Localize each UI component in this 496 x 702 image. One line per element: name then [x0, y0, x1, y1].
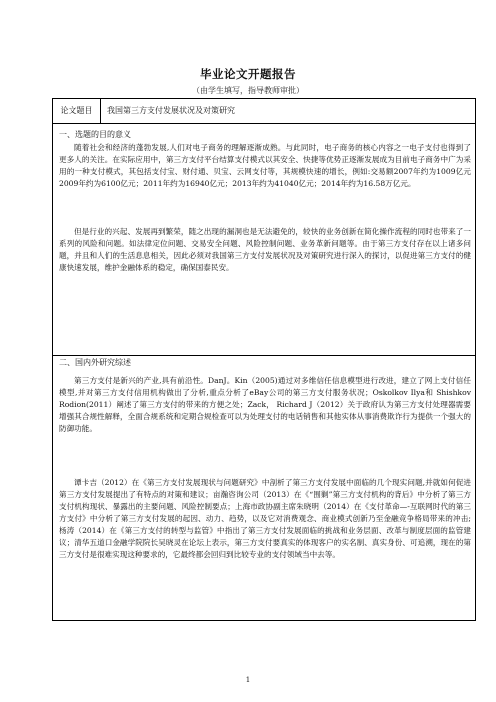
report-table [52, 98, 476, 621]
section-review-paragraph: 第三方支付是新兴的产业,具有前沿性。DanJ。Kin（2005)通过对多维信任信息模型进行改进，建立了网上支付信任模型,并对第三方支付信用机构做出了分析,重点分析了eBay公司的第三方支付服务状况；Oskolkov Ilya和 Shishkov Rodion(2011）阐述了第三方支付的带来的方便之处；Zack， Richard J（2012）关于政府认为第三方支付处理器需要增强其合规性解释，全面合规系统和定期合规检查可以为处理支付的电话销售和其他实体从事消费欺诈行为提供一个强大的防御功能。 [59, 376, 471, 433]
section-literature-review [53, 356, 475, 621]
topic-value: 我国第三方支付发展状况及对策研究 [107, 106, 235, 115]
section-purpose-heading: 一、选题的目的意义 [59, 130, 131, 139]
topic-row [53, 99, 475, 124]
section-purpose-paragraph: 随着社会和经济的蓬勃发展,人们对电子商务的理解逐渐成熟。与此同时，电子商务的核心内容之一电子支付也得到了更多人的关注。在实际应用中，第三方支付平台结算支付模式以其安全、快捷等优势正逐渐发展成为目前电子商务中广为采用的一种支付模式，其包括支付宝、财付通、贝宝、云网支付等，其规模快速的增长，例如:交易额2007年约为1009亿元2009年约为6100亿元；2011年约为16940亿元；2013年约为41040亿元；2014年约为16.58万亿元。 [59, 143, 471, 188]
section-review-heading: 二、国内外研究综述 [59, 358, 131, 367]
section-purpose-paragraph: 但是行业的兴起、发展再到繁荣，随之出现的漏洞也是无法避免的，较快的业务创新在简化操作流程的同时也带来了一系列的风险和问题。如法律定位问题、交易安全问题、风险控制问题、业务革新问题等。由于第三方支付存在以上诸多问题，并且和人们的生活息息相关，因此必须对我国第三方支付发展状况及对策研究进行深入的探讨，以促进第三方支付的健康快速发展，维护金融体系的稳定，确保国泰民安。 [59, 227, 471, 272]
topic-label: 论文题目 [53, 99, 101, 123]
report-title: 毕业论文开题报告 [200, 67, 296, 81]
page-number: 1 [245, 676, 251, 684]
section-review-paragraph: 谭卡吉（2012）在《第三方支付发展现状与问题研究》中剖析了第三方支付发展中面临的几个现实问题,并就如何促进第三方支付发展提出了有特点的对策和建议；亩瀚咨询公司（2013）在《“围剿”第三方支付机构的背后》中分析了第三方支付机构现状、暴露出的主要问题、风险控制要点；上海市政协副主席朱晓明（2014）在《支付革命—-互联网时代的第三方支付》中分析了第三方支付发展的起因、动力、趋势，以及它对消费观念、商业模式创新乃至金融竞争格局带来的冲击;杨涛（2014）在《第三方支付的转型与监管》中指出了第三方支付发展面临的挑战和业务层面、改革与制度层面的监管建议；清华五道口金融学院院长吴晓灵在论坛上表示，第三方支付要真实的体现客户的实名制、真实身份、可追溯，现在的第三方支付是很难实现这种要求的，它最终都会回归到比较专业的支付领域当中去等。 [59, 478, 471, 559]
report-subtitle: （由学生填写，指导教师审批） [192, 86, 304, 95]
section-purpose [53, 123, 475, 356]
